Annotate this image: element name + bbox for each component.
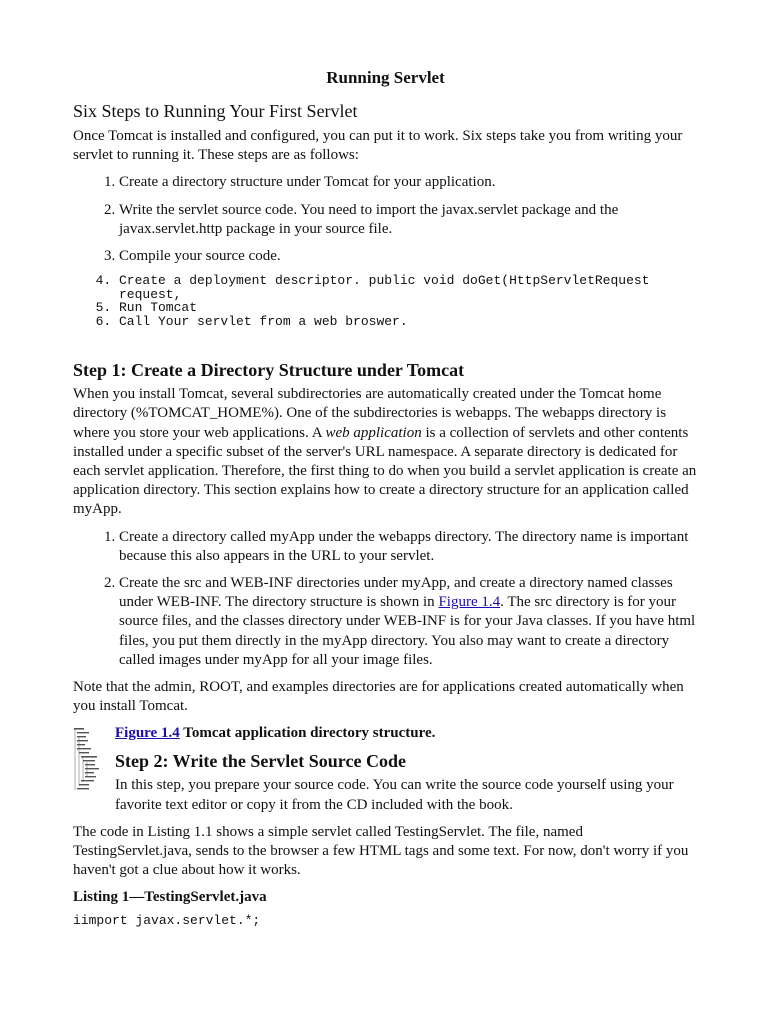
text-run: is a collection of servlets and other contents installed under a specific subset of the server's URL namespace. A separate directory is dedicated for each servlet application. Therefore, the first thing to do when you build a servlet application is create an application directory. This section explains how to create a directory structure for an application called myApp. (73, 424, 697, 518)
step1-heading: Step 1: Create a Directory Structure under Tomcat (73, 360, 465, 381)
list-item: 6. Call Your servlet from a web broswer. (119, 315, 698, 329)
step2-paragraph: In this step, you prepare your source code. You can write the source code yourself using your favorite text editor or copy it from the CD included with the book. (115, 777, 674, 813)
figure-block (73, 724, 698, 814)
step1-paragraph (73, 385, 698, 519)
step1-list (73, 528, 698, 670)
text-run: . The src directory is for your source files, and the classes directory under WEB-INF is for your Java classes. If you have html files, you put them directly in the myApp directory. You also may want to create a directory called images under myApp for all your image files. (119, 594, 696, 668)
figure-link[interactable]: Figure 1.4 (438, 594, 501, 611)
list-item: 2. Write the servlet source code. You need to import the javax.servlet package and the javax.servlet.http package in your source file. (119, 201, 698, 239)
figure-caption-link[interactable]: Figure 1.4 (115, 725, 180, 742)
list-item: 3. Compile your source code. (119, 247, 698, 266)
step2-heading: Step 2: Write the Servlet Source Code (115, 751, 406, 772)
steps-list-mono (73, 274, 698, 328)
listing-title: Listing 1—TestingServlet.java (73, 889, 267, 906)
emphasis-text: web application (325, 424, 422, 441)
section-subtitle: Six Steps to Running Your First Servlet (73, 101, 358, 121)
figure-caption (115, 724, 698, 743)
list-item: 4. Create a deployment descriptor. public void doGet(HttpServletRequest request, (119, 274, 698, 301)
list-item: 1. Create a directory structure under Tomcat for your application. (119, 173, 698, 192)
listing-intro-paragraph: The code in Listing 1.1 shows a simple servlet called TestingServlet. The file, named TestingServlet.java, sends to the browser a few HTML tags and some text. For now, don't worry if you haven't got a clue about how it works. (73, 823, 689, 879)
document-page (73, 66, 698, 929)
page-title: Running Servlet (326, 68, 445, 87)
text-run: When you install Tomcat, several subdirectories are automatically created under the Tomcat home directory (%TOMCAT_HOME%). One of the subdirectories is webapps. The webapps directory is where you store your web applications. A (73, 386, 667, 441)
steps-list (73, 173, 698, 266)
list-item: 1. Create a directory called myApp under the webapps directory. The directory name is important because this also appears in the URL to your servlet. (119, 528, 698, 566)
figure-caption-text: Tomcat application directory structure. (179, 725, 436, 742)
note-paragraph: Note that the admin, ROOT, and examples directories are for applications created automatically when you install Tomcat. (73, 679, 684, 715)
list-item (119, 574, 698, 670)
intro-paragraph: Once Tomcat is installed and configured, you can put it to work. Six steps take you from writing your servlet to running it. These steps are as follows: (73, 128, 683, 164)
code-line: iimport javax.servlet.*; (73, 913, 261, 929)
directory-tree-thumbnail (73, 726, 107, 792)
text-run: Create the src and WEB-INF directories under myApp, and create a directory named classes under WEB-INF. The directory structure is shown in (119, 575, 673, 611)
list-item: 5. Run Tomcat (119, 301, 698, 315)
